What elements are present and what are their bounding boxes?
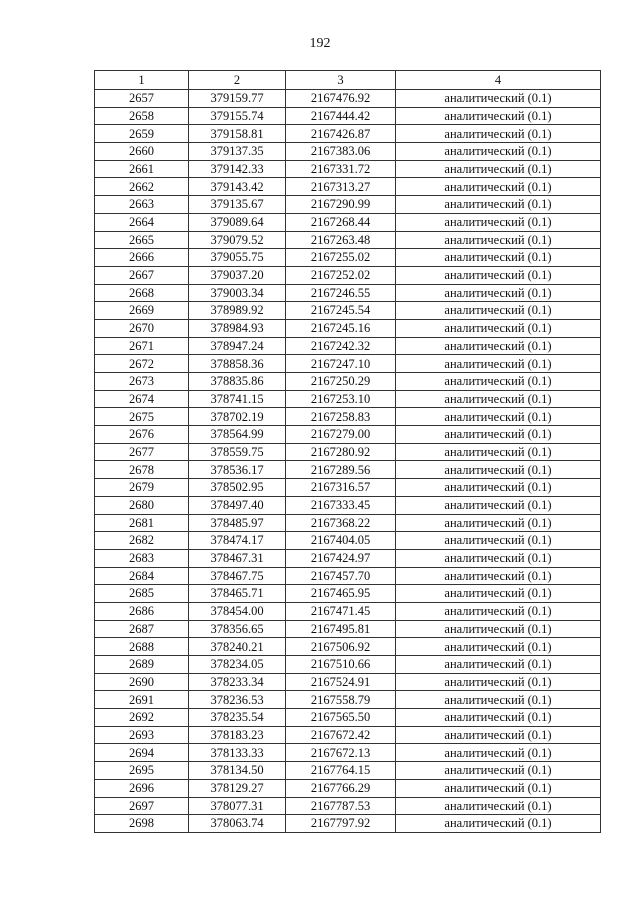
y-coordinate-cell: 2167242.32 xyxy=(286,337,396,355)
method-cell: аналитический (0.1) xyxy=(396,762,601,780)
y-coordinate-cell: 2167797.92 xyxy=(286,815,396,833)
x-coordinate-cell: 379137.35 xyxy=(189,143,286,161)
x-coordinate-cell: 378858.36 xyxy=(189,355,286,373)
point-number-cell: 2672 xyxy=(95,355,189,373)
x-coordinate-cell: 378236.53 xyxy=(189,691,286,709)
table-row xyxy=(95,143,601,161)
point-number-cell: 2662 xyxy=(95,178,189,196)
method-cell: аналитический (0.1) xyxy=(396,744,601,762)
method-cell: аналитический (0.1) xyxy=(396,337,601,355)
table-row xyxy=(95,107,601,125)
method-cell: аналитический (0.1) xyxy=(396,479,601,497)
point-number-cell: 2669 xyxy=(95,302,189,320)
y-coordinate-cell: 2167524.91 xyxy=(286,673,396,691)
x-coordinate-cell: 378233.34 xyxy=(189,673,286,691)
method-cell: аналитический (0.1) xyxy=(396,249,601,267)
method-cell: аналитический (0.1) xyxy=(396,178,601,196)
method-cell: аналитический (0.1) xyxy=(396,125,601,143)
table-row xyxy=(95,408,601,426)
point-number-cell: 2680 xyxy=(95,496,189,514)
y-coordinate-cell: 2167426.87 xyxy=(286,125,396,143)
x-coordinate-cell: 378536.17 xyxy=(189,461,286,479)
coordinates-table xyxy=(94,70,601,833)
point-number-cell: 2657 xyxy=(95,90,189,108)
table-row xyxy=(95,744,601,762)
column-header-2: 2 xyxy=(189,71,286,90)
y-coordinate-cell: 2167764.15 xyxy=(286,762,396,780)
y-coordinate-cell: 2167280.92 xyxy=(286,443,396,461)
method-cell: аналитический (0.1) xyxy=(396,673,601,691)
x-coordinate-cell: 378240.21 xyxy=(189,638,286,656)
y-coordinate-cell: 2167457.70 xyxy=(286,567,396,585)
method-cell: аналитический (0.1) xyxy=(396,514,601,532)
method-cell: аналитический (0.1) xyxy=(396,373,601,391)
y-coordinate-cell: 2167245.16 xyxy=(286,319,396,337)
x-coordinate-cell: 379143.42 xyxy=(189,178,286,196)
x-coordinate-cell: 378356.65 xyxy=(189,620,286,638)
method-cell: аналитический (0.1) xyxy=(396,443,601,461)
x-coordinate-cell: 379037.20 xyxy=(189,266,286,284)
table-row xyxy=(95,691,601,709)
point-number-cell: 2674 xyxy=(95,390,189,408)
x-coordinate-cell: 378183.23 xyxy=(189,726,286,744)
table-row xyxy=(95,426,601,444)
x-coordinate-cell: 379159.77 xyxy=(189,90,286,108)
y-coordinate-cell: 2167333.45 xyxy=(286,496,396,514)
x-coordinate-cell: 378134.50 xyxy=(189,762,286,780)
table-row xyxy=(95,532,601,550)
point-number-cell: 2667 xyxy=(95,266,189,284)
y-coordinate-cell: 2167316.57 xyxy=(286,479,396,497)
x-coordinate-cell: 379142.33 xyxy=(189,160,286,178)
point-number-cell: 2679 xyxy=(95,479,189,497)
y-coordinate-cell: 2167383.06 xyxy=(286,143,396,161)
method-cell: аналитический (0.1) xyxy=(396,567,601,585)
table-row xyxy=(95,620,601,638)
x-coordinate-cell: 378989.92 xyxy=(189,302,286,320)
method-cell: аналитический (0.1) xyxy=(396,408,601,426)
table-header-row xyxy=(95,71,601,90)
table-row xyxy=(95,638,601,656)
x-coordinate-cell: 378234.05 xyxy=(189,656,286,674)
y-coordinate-cell: 2167368.22 xyxy=(286,514,396,532)
method-cell: аналитический (0.1) xyxy=(396,726,601,744)
method-cell: аналитический (0.1) xyxy=(396,426,601,444)
table-row xyxy=(95,196,601,214)
point-number-cell: 2678 xyxy=(95,461,189,479)
x-coordinate-cell: 378741.15 xyxy=(189,390,286,408)
y-coordinate-cell: 2167245.54 xyxy=(286,302,396,320)
x-coordinate-cell: 378465.71 xyxy=(189,585,286,603)
method-cell: аналитический (0.1) xyxy=(396,160,601,178)
x-coordinate-cell: 378467.31 xyxy=(189,549,286,567)
x-coordinate-cell: 379089.64 xyxy=(189,213,286,231)
y-coordinate-cell: 2167331.72 xyxy=(286,160,396,178)
point-number-cell: 2684 xyxy=(95,567,189,585)
point-number-cell: 2692 xyxy=(95,709,189,727)
point-number-cell: 2689 xyxy=(95,656,189,674)
point-number-cell: 2690 xyxy=(95,673,189,691)
y-coordinate-cell: 2167506.92 xyxy=(286,638,396,656)
y-coordinate-cell: 2167558.79 xyxy=(286,691,396,709)
x-coordinate-cell: 378559.75 xyxy=(189,443,286,461)
point-number-cell: 2693 xyxy=(95,726,189,744)
table-row xyxy=(95,302,601,320)
point-number-cell: 2658 xyxy=(95,107,189,125)
point-number-cell: 2668 xyxy=(95,284,189,302)
method-cell: аналитический (0.1) xyxy=(396,532,601,550)
x-coordinate-cell: 378454.00 xyxy=(189,602,286,620)
table-row xyxy=(95,709,601,727)
point-number-cell: 2671 xyxy=(95,337,189,355)
point-number-cell: 2660 xyxy=(95,143,189,161)
method-cell: аналитический (0.1) xyxy=(396,266,601,284)
method-cell: аналитический (0.1) xyxy=(396,779,601,797)
x-coordinate-cell: 378467.75 xyxy=(189,567,286,585)
point-number-cell: 2663 xyxy=(95,196,189,214)
table-row xyxy=(95,656,601,674)
x-coordinate-cell: 379055.75 xyxy=(189,249,286,267)
page-number: 192 xyxy=(309,36,331,51)
y-coordinate-cell: 2167404.05 xyxy=(286,532,396,550)
method-cell: аналитический (0.1) xyxy=(396,549,601,567)
column-header-3: 3 xyxy=(286,71,396,90)
method-cell: аналитический (0.1) xyxy=(396,284,601,302)
point-number-cell: 2665 xyxy=(95,231,189,249)
y-coordinate-cell: 2167289.56 xyxy=(286,461,396,479)
y-coordinate-cell: 2167510.66 xyxy=(286,656,396,674)
table-row xyxy=(95,815,601,833)
table-row xyxy=(95,762,601,780)
y-coordinate-cell: 2167290.99 xyxy=(286,196,396,214)
table-row xyxy=(95,125,601,143)
point-number-cell: 2685 xyxy=(95,585,189,603)
method-cell: аналитический (0.1) xyxy=(396,602,601,620)
x-coordinate-cell: 378485.97 xyxy=(189,514,286,532)
y-coordinate-cell: 2167258.83 xyxy=(286,408,396,426)
x-coordinate-cell: 378702.19 xyxy=(189,408,286,426)
table-row xyxy=(95,160,601,178)
method-cell: аналитический (0.1) xyxy=(396,496,601,514)
y-coordinate-cell: 2167787.53 xyxy=(286,797,396,815)
table-row xyxy=(95,479,601,497)
method-cell: аналитический (0.1) xyxy=(396,302,601,320)
table-row xyxy=(95,496,601,514)
table-row xyxy=(95,461,601,479)
method-cell: аналитический (0.1) xyxy=(396,638,601,656)
table-row xyxy=(95,373,601,391)
y-coordinate-cell: 2167476.92 xyxy=(286,90,396,108)
y-coordinate-cell: 2167268.44 xyxy=(286,213,396,231)
point-number-cell: 2681 xyxy=(95,514,189,532)
x-coordinate-cell: 378063.74 xyxy=(189,815,286,833)
y-coordinate-cell: 2167255.02 xyxy=(286,249,396,267)
y-coordinate-cell: 2167672.13 xyxy=(286,744,396,762)
point-number-cell: 2697 xyxy=(95,797,189,815)
y-coordinate-cell: 2167565.50 xyxy=(286,709,396,727)
point-number-cell: 2666 xyxy=(95,249,189,267)
method-cell: аналитический (0.1) xyxy=(396,231,601,249)
table-row xyxy=(95,231,601,249)
point-number-cell: 2686 xyxy=(95,602,189,620)
point-number-cell: 2682 xyxy=(95,532,189,550)
method-cell: аналитический (0.1) xyxy=(396,585,601,603)
method-cell: аналитический (0.1) xyxy=(396,461,601,479)
point-number-cell: 2673 xyxy=(95,373,189,391)
y-coordinate-cell: 2167424.97 xyxy=(286,549,396,567)
point-number-cell: 2695 xyxy=(95,762,189,780)
method-cell: аналитический (0.1) xyxy=(396,620,601,638)
y-coordinate-cell: 2167279.00 xyxy=(286,426,396,444)
point-number-cell: 2675 xyxy=(95,408,189,426)
x-coordinate-cell: 379135.67 xyxy=(189,196,286,214)
table-row xyxy=(95,726,601,744)
method-cell: аналитический (0.1) xyxy=(396,797,601,815)
method-cell: аналитический (0.1) xyxy=(396,143,601,161)
table-body xyxy=(95,90,601,833)
y-coordinate-cell: 2167672.42 xyxy=(286,726,396,744)
table-row xyxy=(95,443,601,461)
y-coordinate-cell: 2167465.95 xyxy=(286,585,396,603)
method-cell: аналитический (0.1) xyxy=(396,691,601,709)
point-number-cell: 2683 xyxy=(95,549,189,567)
x-coordinate-cell: 378077.31 xyxy=(189,797,286,815)
method-cell: аналитический (0.1) xyxy=(396,390,601,408)
column-header-4: 4 xyxy=(396,71,601,90)
table-row xyxy=(95,355,601,373)
x-coordinate-cell: 378984.93 xyxy=(189,319,286,337)
x-coordinate-cell: 379155.74 xyxy=(189,107,286,125)
point-number-cell: 2670 xyxy=(95,319,189,337)
x-coordinate-cell: 378235.54 xyxy=(189,709,286,727)
method-cell: аналитический (0.1) xyxy=(396,656,601,674)
y-coordinate-cell: 2167766.29 xyxy=(286,779,396,797)
table-row xyxy=(95,797,601,815)
y-coordinate-cell: 2167253.10 xyxy=(286,390,396,408)
x-coordinate-cell: 378947.24 xyxy=(189,337,286,355)
y-coordinate-cell: 2167247.10 xyxy=(286,355,396,373)
y-coordinate-cell: 2167444.42 xyxy=(286,107,396,125)
point-number-cell: 2687 xyxy=(95,620,189,638)
method-cell: аналитический (0.1) xyxy=(396,319,601,337)
x-coordinate-cell: 378497.40 xyxy=(189,496,286,514)
point-number-cell: 2698 xyxy=(95,815,189,833)
x-coordinate-cell: 379079.52 xyxy=(189,231,286,249)
table-row xyxy=(95,249,601,267)
table-row xyxy=(95,390,601,408)
column-header-1: 1 xyxy=(95,71,189,90)
table-row xyxy=(95,602,601,620)
table-row xyxy=(95,514,601,532)
table-row xyxy=(95,337,601,355)
y-coordinate-cell: 2167313.27 xyxy=(286,178,396,196)
x-coordinate-cell: 378502.95 xyxy=(189,479,286,497)
point-number-cell: 2661 xyxy=(95,160,189,178)
point-number-cell: 2664 xyxy=(95,213,189,231)
method-cell: аналитический (0.1) xyxy=(396,709,601,727)
table-row xyxy=(95,319,601,337)
point-number-cell: 2691 xyxy=(95,691,189,709)
x-coordinate-cell: 379003.34 xyxy=(189,284,286,302)
y-coordinate-cell: 2167495.81 xyxy=(286,620,396,638)
y-coordinate-cell: 2167252.02 xyxy=(286,266,396,284)
method-cell: аналитический (0.1) xyxy=(396,196,601,214)
table-row xyxy=(95,779,601,797)
table-row xyxy=(95,284,601,302)
method-cell: аналитический (0.1) xyxy=(396,213,601,231)
x-coordinate-cell: 378474.17 xyxy=(189,532,286,550)
point-number-cell: 2696 xyxy=(95,779,189,797)
point-number-cell: 2677 xyxy=(95,443,189,461)
table-row xyxy=(95,585,601,603)
point-number-cell: 2694 xyxy=(95,744,189,762)
table-row xyxy=(95,549,601,567)
y-coordinate-cell: 2167250.29 xyxy=(286,373,396,391)
x-coordinate-cell: 378564.99 xyxy=(189,426,286,444)
x-coordinate-cell: 378835.86 xyxy=(189,373,286,391)
method-cell: аналитический (0.1) xyxy=(396,90,601,108)
x-coordinate-cell: 378129.27 xyxy=(189,779,286,797)
x-coordinate-cell: 379158.81 xyxy=(189,125,286,143)
x-coordinate-cell: 378133.33 xyxy=(189,744,286,762)
table-row xyxy=(95,266,601,284)
table-row xyxy=(95,213,601,231)
method-cell: аналитический (0.1) xyxy=(396,107,601,125)
y-coordinate-cell: 2167246.55 xyxy=(286,284,396,302)
table-row xyxy=(95,178,601,196)
table-row xyxy=(95,673,601,691)
method-cell: аналитический (0.1) xyxy=(396,355,601,373)
table-row xyxy=(95,90,601,108)
method-cell: аналитический (0.1) xyxy=(396,815,601,833)
y-coordinate-cell: 2167263.48 xyxy=(286,231,396,249)
point-number-cell: 2688 xyxy=(95,638,189,656)
point-number-cell: 2676 xyxy=(95,426,189,444)
y-coordinate-cell: 2167471.45 xyxy=(286,602,396,620)
table-row xyxy=(95,567,601,585)
point-number-cell: 2659 xyxy=(95,125,189,143)
